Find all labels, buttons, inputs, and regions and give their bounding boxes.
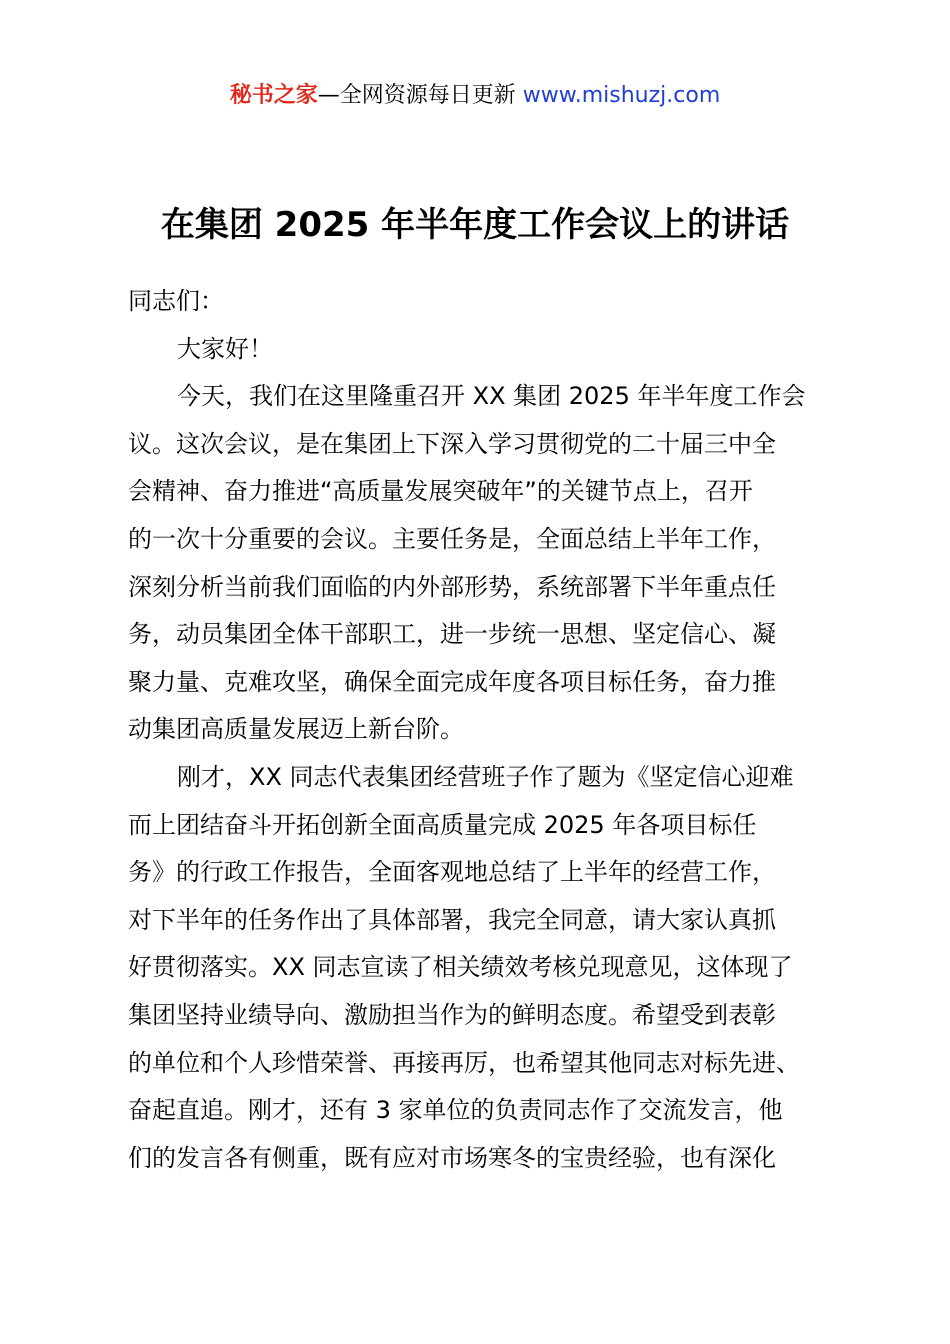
body-line: 务》的行政工作报告，全面客观地总结了上半年的经营工作， bbox=[128, 858, 776, 887]
body-line: 同志们： bbox=[128, 287, 224, 315]
site-tagline: —全网资源每日更新 bbox=[317, 83, 523, 108]
body-line: 而上团结奋斗开拓创新全面高质量完成 2025 年各项目标任 bbox=[128, 810, 757, 839]
document-body bbox=[128, 278, 833, 1182]
site-header bbox=[0, 80, 950, 112]
body-line: 动集团高质量发展迈上新台阶。 bbox=[128, 715, 464, 744]
body-line: 大家好！ bbox=[177, 334, 273, 363]
body-line: 深刻分析当前我们面临的内外部形势，系统部署下半年重点任 bbox=[128, 572, 776, 601]
site-url-link[interactable]: www.mishuzj.com bbox=[522, 83, 721, 108]
body-line: 集团坚持业绩导向、激励担当作为的鲜明态度。希望受到表彰 bbox=[128, 1000, 776, 1029]
body-line: 的一次十分重要的会议。主要任务是，全面总结上半年工作， bbox=[128, 524, 776, 553]
body-line: 务，动员集团全体干部职工，进一步统一思想、坚定信心、凝 bbox=[128, 620, 776, 649]
body-line: 好贯彻落实。XX 同志宣读了相关绩效考核兑现意见，这体现了 bbox=[128, 953, 793, 982]
body-line: 们的发言各有侧重，既有应对市场寒冬的宝贵经验，也有深化 bbox=[128, 1143, 776, 1172]
body-line: 会精神、奋力推进“高质量发展突破年”的关键节点上，召开 bbox=[128, 477, 753, 506]
body-line: 议。这次会议，是在集团上下深入学习贯彻党的二十届三中全 bbox=[128, 429, 776, 458]
site-brand: 秘书之家 bbox=[229, 83, 318, 108]
body-line: 的单位和个人珍惜荣誉、再接再厉，也希望其他同志对标先进、 bbox=[128, 1048, 800, 1077]
body-line: 今天，我们在这里隆重召开 XX 集团 2025 年半年度工作会 bbox=[177, 382, 806, 411]
document-title: 在集团 2025 年半年度工作会议上的讲话 bbox=[160, 205, 790, 245]
body-line: 奋起直追。刚才，还有 3 家单位的负责同志作了交流发言，他 bbox=[128, 1096, 783, 1125]
body-line: 刚才，XX 同志代表集团经营班子作了题为《坚定信心迎难 bbox=[177, 762, 794, 791]
body-line: 聚力量、克难攻坚，确保全面完成年度各项目标任务，奋力推 bbox=[128, 667, 776, 696]
body-line: 对下半年的任务作出了具体部署，我完全同意，请大家认真抓 bbox=[128, 905, 776, 934]
